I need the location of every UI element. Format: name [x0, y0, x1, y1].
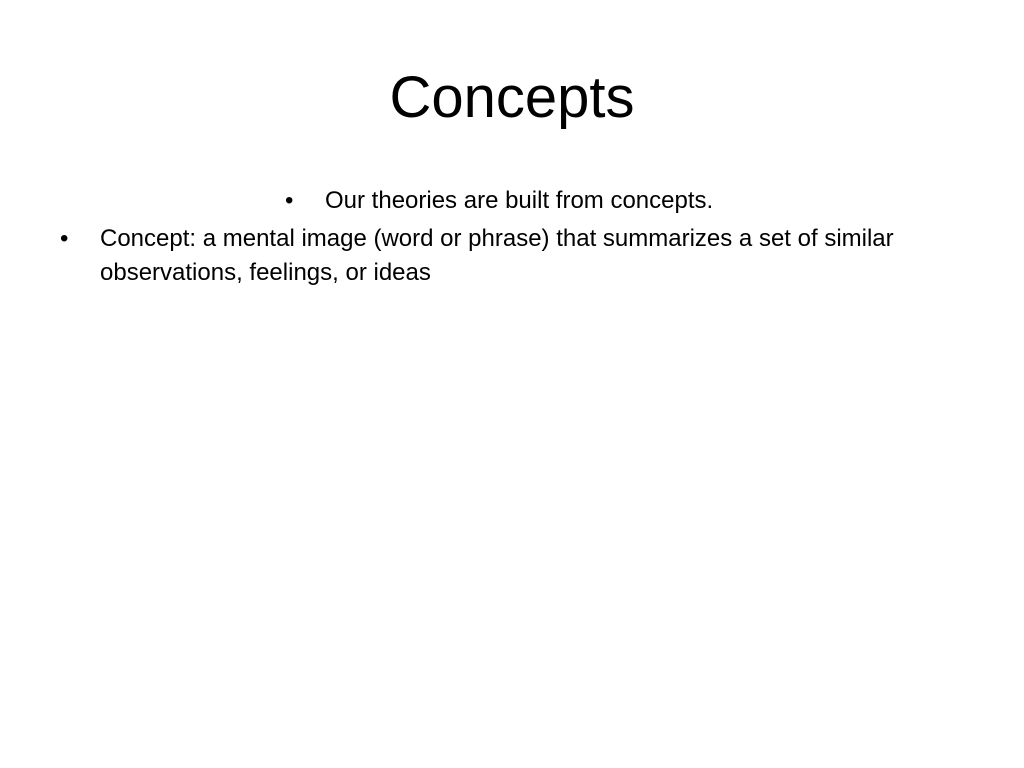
bullet-marker: • [285, 187, 294, 214]
bullet-text: Concept: a mental image (word or phrase) that summarizes a set of similar observations, feelings, or ideas [100, 225, 894, 286]
bullet-marker: • [60, 225, 69, 252]
bullet-item [285, 184, 805, 218]
bullet-text: Our theories are built from concepts. [325, 187, 714, 214]
slide-title: Concepts [389, 65, 635, 130]
bullet-item [60, 222, 960, 290]
